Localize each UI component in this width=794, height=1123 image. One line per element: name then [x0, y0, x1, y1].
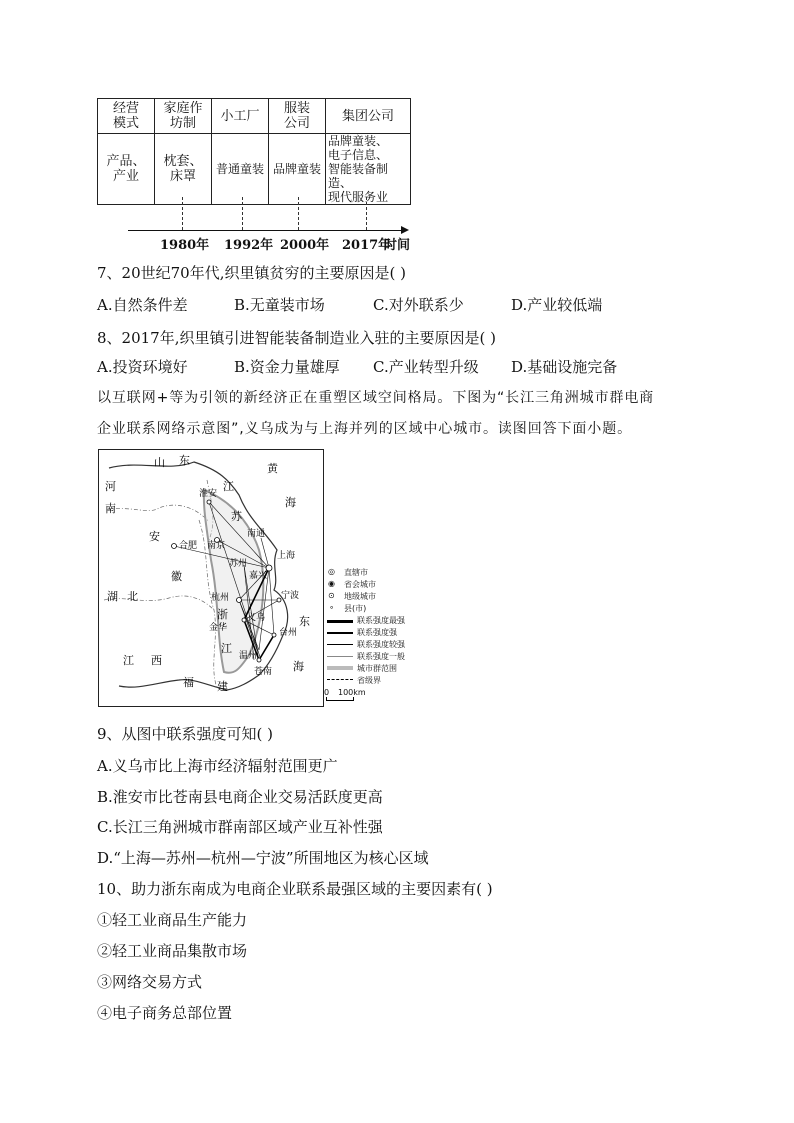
cell-products-2017: 品牌童装、 电子信息、 智能装备制造、 现代服务业	[326, 134, 411, 205]
scale-label-0: 0	[324, 688, 330, 697]
q7-option-c: C.对外联系少	[373, 296, 464, 314]
header-small-factory: 小工厂	[212, 99, 269, 134]
map-label: 苏	[231, 510, 242, 523]
timeline-label: 1980年	[160, 238, 210, 253]
map-label: 黄	[267, 462, 278, 475]
map-label: 海	[293, 660, 304, 673]
map-label: 河	[105, 480, 116, 493]
map-label: 江	[221, 642, 232, 655]
map-city-label: 苏州	[229, 559, 248, 569]
map-city-label: 上海	[277, 551, 296, 561]
legend-label: 省级界	[357, 676, 381, 685]
header-home-workshop: 家庭作 坊制	[155, 99, 212, 134]
map-city-label: 义乌	[247, 613, 266, 623]
legend-label: 联系强度较强	[357, 640, 405, 649]
row-label-products: 产品、 产业	[98, 134, 155, 205]
header-clothing-company: 服装 公司	[269, 99, 326, 134]
map-label: 西	[151, 654, 162, 667]
timeline-axis-label: 时间	[384, 238, 411, 253]
q10-item-4: ④电子商务总部位置	[97, 1004, 233, 1022]
map-label: 东	[179, 454, 190, 467]
header-group-company: 集团公司	[326, 99, 411, 134]
q8-option-d: D.基础设施完备	[511, 358, 618, 376]
map-label: 南	[105, 502, 116, 515]
legend-label: 县(市)	[344, 604, 367, 613]
map-city-label: 苍南	[254, 667, 273, 677]
map-city-label: 宁波	[281, 591, 300, 601]
q10-item-1: ①轻工业商品生产能力	[97, 911, 248, 929]
map-label: 福	[183, 676, 194, 689]
q8-option-b: B.资金力量雄厚	[234, 358, 340, 376]
map-label: 江	[223, 480, 234, 493]
map-label: 北	[127, 590, 138, 603]
yangtze-delta-network-map	[98, 449, 324, 707]
q9-option-a: A.义乌市比上海市经济辐射范围更广	[97, 757, 338, 775]
map-label: 建	[217, 680, 228, 693]
map-city-label: 南京	[207, 541, 226, 551]
map-city-label: 南通	[247, 529, 266, 539]
timeline-label: 1992年	[224, 238, 274, 253]
map-city-label: 杭州	[211, 593, 230, 603]
map-city-label: 温州	[239, 651, 258, 661]
map-label: 徽	[171, 570, 182, 583]
cell-products-1980: 枕套、 床罩	[155, 134, 212, 205]
map-city-label: 金华	[209, 623, 228, 633]
question-8-stem: 8、2017年,织里镇引进智能装备制造业入驻的主要原因是( )	[97, 329, 496, 347]
map-label: 海	[285, 496, 296, 509]
q9-option-d: D.“上海—苏州—杭州—宁波”所围地区为核心区域	[97, 849, 429, 867]
timeline-axis	[128, 230, 403, 231]
q7-option-d: D.产业较低端	[511, 296, 603, 314]
cell-products-1992: 普通童装	[212, 134, 269, 205]
q9-option-c: C.长江三角洲城市群南部区域产业互补性强	[97, 818, 383, 836]
scale-label-100km: 100km	[338, 688, 366, 697]
header-mode: 经营 模式	[98, 99, 155, 134]
intro-line-2: 企业联系网络示意图”,义乌成为与上海并列的区域中心城市。读图回答下面小题。	[97, 421, 633, 437]
timeline-dash-2000	[298, 197, 299, 230]
q7-option-a: A.自然条件差	[97, 296, 188, 314]
legend-label: 省会城市	[344, 580, 376, 589]
timeline-dash-1992	[242, 197, 243, 230]
timeline-label: 2017年	[342, 238, 392, 253]
legend-label: 直辖市	[344, 568, 368, 577]
question-10-stem: 10、助力浙东南成为电商企业联系最强区域的主要因素有( )	[97, 880, 493, 898]
q9-option-b: B.淮安市比苍南县电商企业交易活跃度更高	[97, 788, 383, 806]
question-7-stem: 7、20世纪70年代,织里镇贫穷的主要原因是( )	[97, 264, 406, 282]
legend-label: 地级城市	[344, 592, 376, 601]
map-city-label: 嘉兴	[249, 571, 268, 581]
timeline-dash-1980	[182, 197, 183, 230]
map-label: 安	[149, 530, 160, 543]
q10-item-3: ③网络交易方式	[97, 973, 203, 991]
question-9-stem: 9、从图中联系强度可知( )	[97, 725, 274, 743]
map-city-label: 台州	[279, 628, 298, 638]
q8-option-c: C.产业转型升级	[373, 358, 479, 376]
map-label: 湖	[107, 590, 118, 603]
intro-line-1: 以互联网+等为引领的新经济正在重塑区域空间格局。下图为“长江三角洲城市群电商	[97, 390, 655, 406]
map-label: 东	[299, 615, 310, 628]
cell-products-2000: 品牌童装	[269, 134, 326, 205]
timeline-arrow-icon	[401, 226, 409, 234]
map-label: 浙	[217, 608, 228, 621]
q7-option-b: B.无童装市场	[234, 296, 325, 314]
map-label: 山	[154, 456, 165, 469]
map-label: 江	[123, 654, 134, 667]
business-mode-table	[97, 98, 411, 205]
legend-label: 联系强度最强	[357, 616, 405, 625]
q10-item-2: ②轻工业商品集散市场	[97, 942, 248, 960]
map-city-label: 合肥	[179, 541, 198, 551]
legend-label: 联系强度一般	[357, 652, 405, 661]
map-city-label: 淮安	[199, 489, 218, 499]
legend-label: 城市群范围	[357, 664, 397, 673]
timeline-dash-2017	[366, 197, 367, 230]
q8-option-a: A.投资环境好	[97, 358, 188, 376]
timeline-label: 2000年	[280, 238, 330, 253]
legend-label: 联系强度强	[357, 628, 397, 637]
